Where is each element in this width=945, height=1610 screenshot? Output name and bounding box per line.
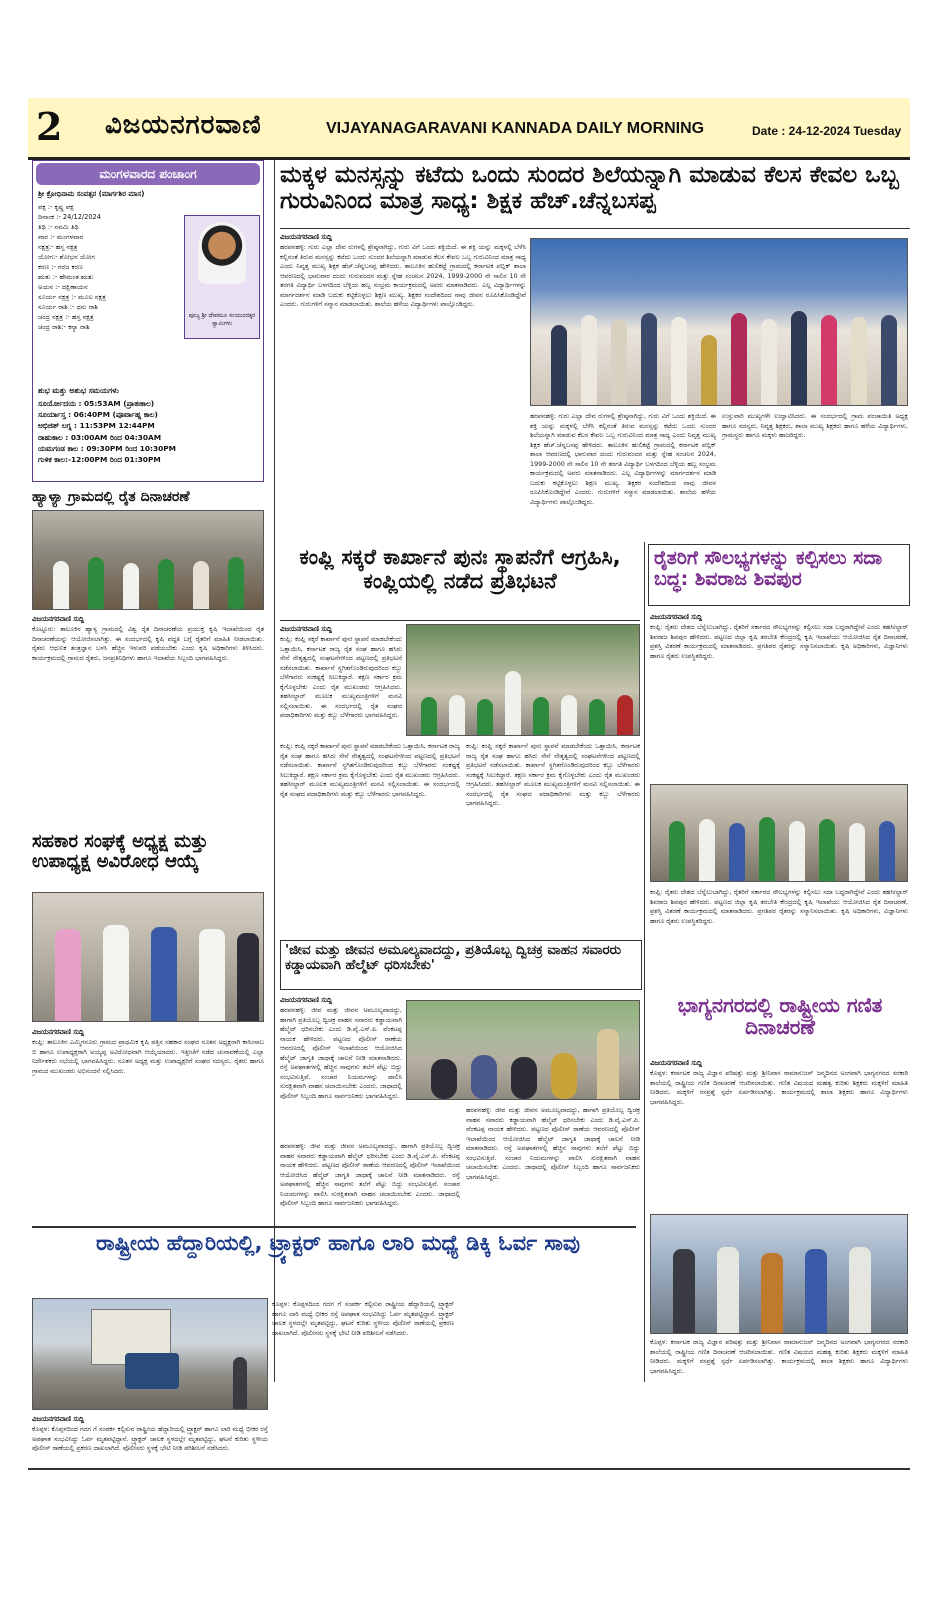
divider xyxy=(32,1226,636,1228)
story-right1-body-cont: ಕಂಪ್ಲಿ: ರೈತರು ದೇಶದ ಬೆನ್ನೆಲುಬಾಗಿದ್ದು, ರೈತರಿಗೆ ಸರ್ಕಾರದ ಸೌಲಭ್ಯಗಳನ್ನು ಕಲ್ಪಿಸಲು ಸದಾ ಬದ್ಧರಾಗಿದ್ದೇವೆ ಎಂದು ತಹಸೀಲ್ದಾರ್ ಶಿವರಾಜ ಶಿವಪುರ ಹೇಳಿದರು. ಪಟ್ಟಣದ ಜಿಲ್ಲಾ ಕೃಷಿ ತರಬೇತಿ ಕೇಂದ್ರದಲ್ಲಿ ಕೃಷಿ ಇಲಾಖೆಯು ಆಯೋಜಿಸಿದ ರೈತ ದಿನಾಚರಣೆ, ಪ್ರಶಸ್ತಿ ವಿತರಣೆ ಕಾರ್ಯಕ್ರಮದಲ್ಲಿ ಮಾತನಾಡಿದರು. ಪ್ರಗತಿಪರ ರೈತರನ್ನು ಸನ್ಮಾನಿಸಲಾಯಿತು. ಕೃಷಿ ಅಧಿಕಾರಿಗಳು, ವಿಜ್ಞಾನಿಗಳು ಹಾಗೂ ರೈತರು ಉಪಸ್ಥಿತರಿದ್ದರು. xyxy=(650,888,908,925)
panchanga-row: ಕರಣ :- ಗರಜ ಕರಣ xyxy=(38,263,83,271)
issue-date: Date : 24-12-2024 Tuesday xyxy=(752,124,902,138)
priest-caption: ಪೂಜ್ಯ ಶ್ರೀ ದೇವಮೂ ಸಂಯುಂದಕ್ಕರ ಸ್ವಾಮಿಗಳು xyxy=(188,313,256,327)
story-right2-headline: ಭಾಗ್ಯನಗರದಲ್ಲಿ ರಾಷ್ಟ್ರೀಯ ಗಣಿತ ದಿನಾಚರಣೆ xyxy=(677,994,883,1040)
story-right1-headline: ರೈತರಿಗೆ ಸೌಲಭ್ಯಗಳನ್ನು ಕಲ್ಪಿಸಲು ಸದಾ ಬದ್ಧ: ಶಿವರಾಜ ಶಿವಪುರ xyxy=(654,548,883,591)
panchanga-rows xyxy=(38,202,183,332)
story-left2-headline: ಸಹಕಾರ ಸಂಘಕ್ಕೆ ಅಧ್ಯಕ್ಷ ಮತ್ತು ಉಪಾಧ್ಯಕ್ಷ ಅವಿರೋಧ ಆಯ್ಕೆ xyxy=(32,832,209,873)
story-right2-body-cont: ಕೊಪ್ಪಳ: ಕರ್ನಾಟಕ ರಾಜ್ಯ ವಿಜ್ಞಾನ ಪರಿಷತ್ತು ಮತ್ತು ಶ್ರೀನಿವಾಸ ರಾಮಾನುಜನ್ ಜನ್ಮದಿನದ ಅಂಗವಾಗಿ ಭಾಗ್ಯನಗರದ ಸರಕಾರಿ ಶಾಲೆಯಲ್ಲಿ ರಾಷ್ಟ್ರೀಯ ಗಣಿತ ದಿನಾಚರಣೆ ಆಚರಿಸಲಾಯಿತು. ಗಣಿತ ವಿಷಯದ ಮಹತ್ವ ಕುರಿತು ಶಿಕ್ಷಕರು ಮಕ್ಕಳಿಗೆ ಮಾಹಿತಿ ನೀಡಿದರು. ಮಕ್ಕಳಿಗೆ ರಸಪ್ರಶ್ನೆ ಸ್ಪರ್ಧೆ ಏರ್ಪಡಿಸಲಾಗಿತ್ತು. ಕಾರ್ಯಕ್ರಮದಲ್ಲಿ ಶಾಲಾ ಶಿಕ್ಷಕರು ಹಾಗೂ ವಿದ್ಯಾರ್ಥಿಗಳು ಭಾಗವಹಿಸಿದ್ದರು. xyxy=(650,1338,908,1375)
story-bottom-headline: ರಾಷ್ಟ್ರೀಯ ಹೆದ್ದಾರಿಯಲ್ಲಿ, ಟ್ರ್ಯಾಕ್ಟರ್ ಹಾಗೂ ಲಾರಿ ಮಧ್ಯೆ ಡಿಕ್ಕಿ ಓರ್ವ ಸಾವು xyxy=(95,1232,580,1255)
story-left2-photo xyxy=(32,892,264,1022)
panchanga-row: ದಿನಾಂಕ :- 24/12/2024 xyxy=(38,213,101,221)
lead-body: ಹರಪನಹಳ್ಳಿ: ಗುರು ಎಲ್ಲಾ ದೇವ ರುಗಳಲ್ಲಿ ಶ್ರೇಷ್ಠನಾಗಿದ್ದು, ಗುರು ವಿಗೆ ಒಂದು ಶಕ್ತಿಯಿದೆ. ಈ ಶಕ್ತಿ ಯನ್ನು ಮಕ್ಕಳಲ್ಲಿ ಬೆಳೆಸಿ ಕಲ್ಲಿನಂತೆ ತಿರುವ ಮನಸ್ಸನ್ನು ಕಟೆದು ಒಂದು ಸುಂದರ ಶಿಲೆಯನ್ನಾಗಿ ಮಾಡುವ ಕೆಲಸ ಕೇವಲ ಒಬ್ಬ ಗುರುವಿನಿಂದ ಮಾತ್ರ ಸಾಧ್ಯ ಎಂದು ನಿವೃತ್ತ ಮುಖ್ಯ ಶಿಕ್ಷಕ ಹೆಚ್.ಚೆನ್ನಬಸಪ್ಪ ಹೇಳಿದರು. ತಾಲೂಕಿನ ಹುಲಿಕಟ್ಟೆ ಗ್ರಾಮದಲ್ಲಿ ಕರ್ನಾಟಕ ಪಬ್ಲಿಕ್ ಶಾಲಾ ಆವರಣದಲ್ಲಿ ಭಾನುವಾರ ದಂದು ಗುರುವಂದನ ಮತ್ತು ಸ್ನೇಹ ಸಂಚಲನ 2024, 1999-2000 ನೇ ಸಾಲಿನ 10 ನೇ ತರಗತಿ ವಿದ್ಯಾರ್ಥಿ ಬಳಗದಿಂದ ಬೆಳ್ಳಿಯ ಹಬ್ಬ ಸಂಭ್ರಮ ಕಾರ್ಯಕ್ರಮದಲ್ಲಿ ಅವರು ಮಾತನಾಡಿದರು. ಎಲ್ಲ ವಿದ್ಯಾರ್ಥಿಗಳನ್ನು ಮಾರ್ಗದರ್ಶನ ಮಾಡಿ ಬದುಕು ಕಟ್ಟಿಕೊಳ್ಳಲು ಶಿಕ್ಷಣ ಮುಖ್ಯ. ಶಿಕ್ಷಕರ ಸಂದೇಶದಿಂದ ನಾವು ಜೀವನ ರೂಪಿಸಿಕೊಂಡಿದ್ದೇವೆ ಎಂದರು. ಗುರುಗಳಿಗೆ ಸನ್ಮಾನ ಮಾಡಲಾಯಿತು. ಶಾಲೆಯ ಹಳೆಯ ವಿದ್ಯಾರ್ಥಿಗಳು ಪಾಲ್ಗೊಂಡಿದ್ದರು. xyxy=(280,243,526,308)
story-bottom-body-b: ಕೊಪ್ಪಳ: ಕೊಪ್ಪಳದಿಂದ ಗದಗ ಗೆ ಸಂಪರ್ಕ ಕಲ್ಪಿಸುವ ರಾಷ್ಟ್ರೀಯ ಹೆದ್ದಾರಿಯಲ್ಲಿ ಟ್ರ್ಯಾಕ್ಟರ್ ಹಾಗೂ ಲಾರಿ ಮಧ್ಯೆ ಭೀಕರ ರಸ್ತೆ ಅಪಘಾತ ಸಂಭವಿಸಿದ್ದು ಓರ್ವ ಮೃತಪಟ್ಟಿದ್ದಾನೆ. ಟ್ರ್ಯಾಕ್ಟರ್ ಚಾಲಕ ಸ್ಥಳದಲ್ಲೇ ಮೃತಪಟ್ಟಿದ್ದು, ಘಟನೆ ಕುರಿತು ಸ್ಥಳೀಯ ಪೊಲೀಸ್ ಠಾಣೆಯಲ್ಲಿ ಪ್ರಕರಣ ದಾಖಲಾಗಿದೆ. ಪೊಲೀಸರು ಸ್ಥಳಕ್ಕೆ ಭೇಟಿ ನೀಡಿ ಪರಿಶೀಲನೆ ನಡೆಸಿದರು. xyxy=(272,1300,454,1337)
story-left2-body: ಕಂಪ್ಲಿ: ತಾಲೂಕಿನ ಎಮ್ಮಿಗನೂರು ಗ್ರಾಮದ ಪ್ರಾಥಮಿಕ ಕೃಷಿ ಪತ್ತಿನ ಸಹಕಾರ ಸಂಘದ ನೂತನ ಅಧ್ಯಕ್ಷರಾಗಿ ಕಾಸಿಂಸಾಬ ಬಿ ಹಾಗೂ ಉಪಾಧ್ಯಕ್ಷರಾಗಿ ಅಯ್ಯಪ್ಪ ಅವಿರೋಧವಾಗಿ ಆಯ್ಕೆಯಾದರು. ಇತ್ತೀಚೆಗೆ ನಡೆದ ಚುನಾವಣೆಯಲ್ಲಿ ಎಲ್ಲಾ ನಿರ್ದೇಶಕರು ಸಭೆಯಲ್ಲಿ ಭಾಗವಹಿಸಿದ್ದರು. ನೂತನ ಅಧ್ಯಕ್ಷ ಮತ್ತು ಉಪಾಧ್ಯಕ್ಷರಿಗೆ ಸಂಘದ ಸದಸ್ಯರು, ರೈತರು ಹಾಗೂ ಗ್ರಾಮದ ಮುಖಂಡರು ಅಭಿನಂದನೆ ಸಲ್ಲಿಸಿದರು. xyxy=(32,1038,264,1075)
story-helmet-byline: ವಿಜಯನಗರವಾಣಿ ಸುದ್ದಿ xyxy=(280,996,333,1004)
story-left1-byline: ವಿಜಯನಗರವಾಣಿ ಸುದ್ದಿ xyxy=(32,615,85,623)
page-bottom-rule xyxy=(28,1468,910,1470)
panchanga-row: ನಕ್ಷತ್ರ:- ಹಸ್ತ ನಕ್ಷತ್ರ xyxy=(38,243,78,251)
story-bottom-body-a: ಕೊಪ್ಪಳ: ಕೊಪ್ಪಳದಿಂದ ಗದಗ ಗೆ ಸಂಪರ್ಕ ಕಲ್ಪಿಸುವ ರಾಷ್ಟ್ರೀಯ ಹೆದ್ದಾರಿಯಲ್ಲಿ ಟ್ರ್ಯಾಕ್ಟರ್ ಹಾಗೂ ಲಾರಿ ಮಧ್ಯೆ ಭೀಕರ ರಸ್ತೆ ಅಪಘಾತ ಸಂಭವಿಸಿದ್ದು ಓರ್ವ ಮೃತಪಟ್ಟಿದ್ದಾನೆ. ಟ್ರ್ಯಾಕ್ಟರ್ ಚಾಲಕ ಸ್ಥಳದಲ್ಲೇ ಮೃತಪಟ್ಟಿದ್ದು, ಘಟನೆ ಕುರಿತು ಸ್ಥಳೀಯ ಪೊಲೀಸ್ ಠಾಣೆಯಲ್ಲಿ ಪ್ರಕರಣ ದಾಖಲಾಗಿದೆ. ಪೊಲೀಸರು ಸ್ಥಳಕ್ಕೆ ಭೇಟಿ ನೀಡಿ ಪರಿಶೀಲನೆ ನಡೆಸಿದರು. xyxy=(32,1425,268,1452)
story-bottom-photo xyxy=(32,1298,268,1410)
story-left1-headline: ಹ್ಯಾಳ್ಯಾ ಗ್ರಾಮದಲ್ಲಿ ರೈತ ದಿನಾಚರಣೆ xyxy=(32,490,190,505)
panchanga-row: ತಿಥಿ :- ನವಮಿ ತಿಥಿ xyxy=(38,223,79,231)
divider xyxy=(280,228,910,229)
story-right2-body: ಕೊಪ್ಪಳ: ಕರ್ನಾಟಕ ರಾಜ್ಯ ವಿಜ್ಞಾನ ಪರಿಷತ್ತು ಮತ್ತು ಶ್ರೀನಿವಾಸ ರಾಮಾನುಜನ್ ಜನ್ಮದಿನದ ಅಂಗವಾಗಿ ಭಾಗ್ಯನಗರದ ಸರಕಾರಿ ಶಾಲೆಯಲ್ಲಿ ರಾಷ್ಟ್ರೀಯ ಗಣಿತ ದಿನಾಚರಣೆ ಆಚರಿಸಲಾಯಿತು. ಗಣಿತ ವಿಷಯದ ಮಹತ್ವ ಕುರಿತು ಶಿಕ್ಷಕರು ಮಕ್ಕಳಿಗೆ ಮಾಹಿತಿ ನೀಡಿದರು. ಮಕ್ಕಳಿಗೆ ರಸಪ್ರಶ್ನೆ ಸ್ಪರ್ಧೆ ಏರ್ಪಡಿಸಲಾಗಿತ್ತು. ಕಾರ್ಯಕ್ರಮದಲ್ಲಿ ಶಾಲಾ ಶಿಕ್ಷಕರು ಹಾಗೂ ವಿದ್ಯಾರ್ಥಿಗಳು ಭಾಗವಹಿಸಿದ್ದರು. xyxy=(650,1069,908,1106)
lead-body-right: ಉಸ್ತುವಾರಿ ಮುಖ್ಯಗಳೇ ಉದ್ಘಾಟಿಸಿದರು. ಈ ಸಂದರ್ಭದಲ್ಲಿ ಗ್ರಾಮ ಪಂಚಾಯಿತಿ ಅಧ್ಯಕ್ಷ ಹಾಗೂ ಸದಸ್ಯರು, ನಿವೃತ್ತ ಶಿಕ್ಷಕರು, ಶಾಲಾ ಮುಖ್ಯ ಶಿಕ್ಷಕರು ಹಾಗೂ ಹಳೆಯ ವಿದ್ಯಾರ್ಥಿಗಳು, ಗ್ರಾಮಸ್ಥರು ಹಾಗೂ ಮಕ್ಕಳು ಹಾಜರಿದ್ದರು. xyxy=(722,412,908,439)
story-helmet-headline: 'ಜೀವ ಮತ್ತು ಜೀವನ ಅಮೂಲ್ಯವಾದದ್ದು, ಪ್ರತಿಯೊಬ್ಬ ದ್ವಿಚಕ್ರ ವಾಹನ ಸವಾರರು ಕಡ್ಡಾಯವಾಗಿ ಹೆಲ್ಮೆಟ್ ಧರಿಸಬೇಕು' xyxy=(285,943,621,973)
priest-portrait xyxy=(198,222,246,284)
story-right2-byline: ವಿಜಯನಗರವಾಣಿ ಸುದ್ದಿ xyxy=(650,1059,703,1067)
story-helmet-body-a: ಹರಪನಹಳ್ಳಿ: ಜೀವ ಮತ್ತು ಜೀವನ ಅಮೂಲ್ಯವಾದದ್ದು, ಹಾಗಾಗಿ ಪ್ರತಿಯೊಬ್ಬ ದ್ವಿಚಕ್ರ ವಾಹನ ಸವಾರರು ಕಡ್ಡಾಯವಾಗಿ ಹೆಲ್ಮೆಟ್ ಧರಿಸಬೇಕು ಎಂದು ಡಿ.ವೈ.ಎಸ್.ಪಿ. ವೆಂಕಟಪ್ಪ ನಾಯಕ ಹೇಳಿದರು. ಪಟ್ಟಣದ ಪೊಲೀಸ್ ಠಾಣೆಯ ಆವರಣದಲ್ಲಿ ಪೊಲೀಸ್ ಇಲಾಖೆಯಿಂದ ಆಯೋಜಿಸಿದ ಹೆಲ್ಮೆಟ್ ಜಾಗೃತಿ ಜಾಥಾಕ್ಕೆ ಚಾಲನೆ ನೀಡಿ ಮಾತನಾಡಿದರು. ರಸ್ತೆ ಅಪಘಾತಗಳಲ್ಲಿ ಹೆಚ್ಚಿನ ಸಾವುಗಳು ತಲೆಗೆ ಪೆಟ್ಟು ಬಿದ್ದು ಸಂಭವಿಸುತ್ತಿವೆ. ಸಂಚಾರ ನಿಯಮಗಳನ್ನು ಪಾಲಿಸಿ ಸುರಕ್ಷಿತವಾಗಿ ವಾಹನ ಚಲಾಯಿಸಬೇಕು ಎಂದರು. ಜಾಥಾದಲ್ಲಿ ಪೊಲೀಸ್ ಸಿಬ್ಬಂದಿ ಹಾಗೂ ಸಾರ್ವಜನಿಕರು ಭಾಗವಹಿಸಿದ್ದರು. xyxy=(280,1006,402,1100)
story-left2-byline: ವಿಜಯನಗರವಾಣಿ ಸುದ್ದಿ xyxy=(32,1028,85,1036)
masthead-title-kannada: ವಿಜಯನಗರವಾಣಿ xyxy=(105,110,262,140)
story-mid-photo xyxy=(406,624,640,736)
story-left1-photo xyxy=(32,510,264,610)
time-row: ರಾಹುಕಾಲ : 03:00AM ರಿಂದ 04:30AM xyxy=(38,432,162,442)
story-helmet-body-c: ಹರಪನಹಳ್ಳಿ: ಜೀವ ಮತ್ತು ಜೀವನ ಅಮೂಲ್ಯವಾದದ್ದು, ಹಾಗಾಗಿ ಪ್ರತಿಯೊಬ್ಬ ದ್ವಿಚಕ್ರ ವಾಹನ ಸವಾರರು ಕಡ್ಡಾಯವಾಗಿ ಹೆಲ್ಮೆಟ್ ಧರಿಸಬೇಕು ಎಂದು ಡಿ.ವೈ.ಎಸ್.ಪಿ. ವೆಂಕಟಪ್ಪ ನಾಯಕ ಹೇಳಿದರು. ಪಟ್ಟಣದ ಪೊಲೀಸ್ ಠಾಣೆಯ ಆವರಣದಲ್ಲಿ ಪೊಲೀಸ್ ಇಲಾಖೆಯಿಂದ ಆಯೋಜಿಸಿದ ಹೆಲ್ಮೆಟ್ ಜಾಗೃತಿ ಜಾಥಾಕ್ಕೆ ಚಾಲನೆ ನೀಡಿ ಮಾತನಾಡಿದರು. ರಸ್ತೆ ಅಪಘಾತಗಳಲ್ಲಿ ಹೆಚ್ಚಿನ ಸಾವುಗಳು ತಲೆಗೆ ಪೆಟ್ಟು ಬಿದ್ದು ಸಂಭವಿಸುತ್ತಿವೆ. ಸಂಚಾರ ನಿಯಮಗಳನ್ನು ಪಾಲಿಸಿ ಸುರಕ್ಷಿತವಾಗಿ ವಾಹನ ಚಲಾಯಿಸಬೇಕು ಎಂದರು. ಜಾಥಾದಲ್ಲಿ ಪೊಲೀಸ್ ಸಿಬ್ಬಂದಿ ಹಾಗೂ ಸಾರ್ವಜನಿಕರು ಭಾಗವಹಿಸಿದ್ದರು. xyxy=(466,1106,640,1181)
story-left1-body: ಕೊಟ್ಟೂರು: ತಾಲೂಕಿನ ಹ್ಯಾಳ್ಯ ಗ್ರಾಮದಲ್ಲಿ ವಿಶ್ವ ರೈತ ದಿನಾಚರಣೆಯ ಪ್ರಯುಕ್ತ ಕೃಷಿ ಇಲಾಖೆಯಿಂದ ರೈತ ದಿನಾಚರಣೆಯನ್ನು ಆಯೋಜಿಸಲಾಗಿತ್ತು. ಈ ಸಂದರ್ಭದಲ್ಲಿ ಕೃಷಿ ಪದ್ಧತಿ ಬಗ್ಗೆ ರೈತರಿಗೆ ಮಾಹಿತಿ ನೀಡಲಾಯಿತು. ರೈತರು ಆಧುನಿಕ ತಂತ್ರಜ್ಞಾನ ಬಳಸಿ ಹೆಚ್ಚಿನ ಇಳುವರಿ ಪಡೆಯಬೇಕು ಎಂದು ಕೃಷಿ ಅಧಿಕಾರಿಗಳು ತಿಳಿಸಿದರು. ಕಾರ್ಯಕ್ರಮದಲ್ಲಿ ಗ್ರಾಮದ ರೈತರು, ಜನಪ್ರತಿನಿಧಿಗಳು ಹಾಗೂ ಇಲಾಖೆಯ ಸಿಬ್ಬಂದಿ ಭಾಗವಹಿಸಿದ್ದರು. xyxy=(32,625,264,662)
time-row: ಯಮಗಂಡ ಕಾಲ : 09:30PM ರಿಂದ 10:30PM xyxy=(38,443,177,453)
story-bottom-byline: ವಿಜಯನಗರವಾಣಿ ಸುದ್ದಿ xyxy=(32,1415,85,1423)
time-row: ಅಭಿಜಿತ್ ಲಗ್ನ : 11:53PM 12:44PM xyxy=(38,421,155,431)
panchanga-year: ಶ್ರೀ ಕ್ರೋಧಿನಾಮ ಸಂವತ್ಸರ (ಮಾರ್ಗಶಿರ ಮಾಸ) xyxy=(38,190,145,198)
story-mid-body-b: ಕಂಪ್ಲಿ: ಕಂಪ್ಲಿ ಸಕ್ಕರೆ ಕಾರ್ಖಾನೆ ಪುನಃ ಸ್ಥಾಪನೆ ಮಾಡಬೇಕೆಂದು ಒತ್ತಾಯಿಸಿ, ಕರ್ನಾಟಕ ರಾಜ್ಯ ರೈತ ಸಂಘ ಹಾಗೂ ಹಸಿರು ಸೇನೆ ನೇತೃತ್ವದಲ್ಲಿ ಸಂಘಟನೆಗಳಿಂದ ಪಟ್ಟಣದಲ್ಲಿ ಪ್ರತಿಭಟನೆ ನಡೆಸಲಾಯಿತು. ಕಾರ್ಖಾನೆ ಸ್ಥಗಿತಗೊಂಡಿರುವುದರಿಂದ ಕಬ್ಬು ಬೆಳೆಗಾರರು ಸಂಕಷ್ಟಕ್ಕೆ ಸಿಲುಕಿದ್ದಾರೆ. ತಕ್ಷಣ ಸರ್ಕಾರ ಕ್ರಮ ಕೈಗೊಳ್ಳಬೇಕು ಎಂದು ರೈತ ಮುಖಂಡರು ಆಗ್ರಹಿಸಿದರು. ತಹಸೀಲ್ದಾರ್ ಮೂಲಕ ಮುಖ್ಯಮಂತ್ರಿಗಳಿಗೆ ಮನವಿ ಸಲ್ಲಿಸಲಾಯಿತು. ಈ ಸಂದರ್ಭದಲ್ಲಿ ರೈತ ಸಂಘದ ಪದಾಧಿಕಾರಿಗಳು ಮತ್ತು ಕಬ್ಬು ಬೆಳೆಗಾರರು ಭಾಗವಹಿಸಿದ್ದರು. xyxy=(280,742,460,798)
lead-photo xyxy=(530,238,908,406)
panchanga-times xyxy=(38,398,260,465)
story-mid-body-c: ಕಂಪ್ಲಿ: ಕಂಪ್ಲಿ ಸಕ್ಕರೆ ಕಾರ್ಖಾನೆ ಪುನಃ ಸ್ಥಾಪನೆ ಮಾಡಬೇಕೆಂದು ಒತ್ತಾಯಿಸಿ, ಕರ್ನಾಟಕ ರಾಜ್ಯ ರೈತ ಸಂಘ ಹಾಗೂ ಹಸಿರು ಸೇನೆ ನೇತೃತ್ವದಲ್ಲಿ ಸಂಘಟನೆಗಳಿಂದ ಪಟ್ಟಣದಲ್ಲಿ ಪ್ರತಿಭಟನೆ ನಡೆಸಲಾಯಿತು. ಕಾರ್ಖಾನೆ ಸ್ಥಗಿತಗೊಂಡಿರುವುದರಿಂದ ಕಬ್ಬು ಬೆಳೆಗಾರರು ಸಂಕಷ್ಟಕ್ಕೆ ಸಿಲುಕಿದ್ದಾರೆ. ತಕ್ಷಣ ಸರ್ಕಾರ ಕ್ರಮ ಕೈಗೊಳ್ಳಬೇಕು ಎಂದು ರೈತ ಮುಖಂಡರು ಆಗ್ರಹಿಸಿದರು. ತಹಸೀಲ್ದಾರ್ ಮೂಲಕ ಮುಖ್ಯಮಂತ್ರಿಗಳಿಗೆ ಮನವಿ ಸಲ್ಲಿಸಲಾಯಿತು. ಈ ಸಂದರ್ಭದಲ್ಲಿ ರೈತ ಸಂಘದ ಪದಾಧಿಕಾರಿಗಳು ಮತ್ತು ಕಬ್ಬು ಬೆಳೆಗಾರರು ಭಾಗವಹಿಸಿದ್ದರು. xyxy=(466,742,640,807)
story-mid-body-a: ಕಂಪ್ಲಿ: ಕಂಪ್ಲಿ ಸಕ್ಕರೆ ಕಾರ್ಖಾನೆ ಪುನಃ ಸ್ಥಾಪನೆ ಮಾಡಬೇಕೆಂದು ಒತ್ತಾಯಿಸಿ, ಕರ್ನಾಟಕ ರಾಜ್ಯ ರೈತ ಸಂಘ ಹಾಗೂ ಹಸಿರು ಸೇನೆ ನೇತೃತ್ವದಲ್ಲಿ ಸಂಘಟನೆಗಳಿಂದ ಪಟ್ಟಣದಲ್ಲಿ ಪ್ರತಿಭಟನೆ ನಡೆಸಲಾಯಿತು. ಕಾರ್ಖಾನೆ ಸ್ಥಗಿತಗೊಂಡಿರುವುದರಿಂದ ಕಬ್ಬು ಬೆಳೆಗಾರರು ಸಂಕಷ್ಟಕ್ಕೆ ಸಿಲುಕಿದ್ದಾರೆ. ತಕ್ಷಣ ಸರ್ಕಾರ ಕ್ರಮ ಕೈಗೊಳ್ಳಬೇಕು ಎಂದು ರೈತ ಮುಖಂಡರು ಆಗ್ರಹಿಸಿದರು. ತಹಸೀಲ್ದಾರ್ ಮೂಲಕ ಮುಖ್ಯಮಂತ್ರಿಗಳಿಗೆ ಮನವಿ ಸಲ್ಲಿಸಲಾಯಿತು. ಈ ಸಂದರ್ಭದಲ್ಲಿ ರೈತ ಸಂಘದ ಪದಾಧಿಕಾರಿಗಳು ಮತ್ತು ಕಬ್ಬು ಬೆಳೆಗಾರರು ಭಾಗವಹಿಸಿದ್ದರು. xyxy=(280,635,402,719)
story-helmet-photo xyxy=(406,1000,640,1100)
lead-body-cont: ಹರಪನಹಳ್ಳಿ: ಗುರು ಎಲ್ಲಾ ದೇವ ರುಗಳಲ್ಲಿ ಶ್ರೇಷ್ಠನಾಗಿದ್ದು, ಗುರು ವಿಗೆ ಒಂದು ಶಕ್ತಿಯಿದೆ. ಈ ಶಕ್ತಿ ಯನ್ನು ಮಕ್ಕಳಲ್ಲಿ ಬೆಳೆಸಿ ಕಲ್ಲಿನಂತೆ ತಿರುವ ಮನಸ್ಸನ್ನು ಕಟೆದು ಒಂದು ಸುಂದರ ಶಿಲೆಯನ್ನಾಗಿ ಮಾಡುವ ಕೆಲಸ ಕೇವಲ ಒಬ್ಬ ಗುರುವಿನಿಂದ ಮಾತ್ರ ಸಾಧ್ಯ ಎಂದು ನಿವೃತ್ತ ಮುಖ್ಯ ಶಿಕ್ಷಕ ಹೆಚ್.ಚೆನ್ನಬಸಪ್ಪ ಹೇಳಿದರು. ತಾಲೂಕಿನ ಹುಲಿಕಟ್ಟೆ ಗ್ರಾಮದಲ್ಲಿ ಕರ್ನಾಟಕ ಪಬ್ಲಿಕ್ ಶಾಲಾ ಆವರಣದಲ್ಲಿ ಭಾನುವಾರ ದಂದು ಗುರುವಂದನ ಮತ್ತು ಸ್ನೇಹ ಸಂಚಲನ 2024, 1999-2000 ನೇ ಸಾಲಿನ 10 ನೇ ತರಗತಿ ವಿದ್ಯಾರ್ಥಿ ಬಳಗದಿಂದ ಬೆಳ್ಳಿಯ ಹಬ್ಬ ಸಂಭ್ರಮ ಕಾರ್ಯಕ್ರಮದಲ್ಲಿ ಅವರು ಮಾತನಾಡಿದರು. ಎಲ್ಲ ವಿದ್ಯಾರ್ಥಿಗಳನ್ನು ಮಾರ್ಗದರ್ಶನ ಮಾಡಿ ಬದುಕು ಕಟ್ಟಿಕೊಳ್ಳಲು ಶಿಕ್ಷಣ ಮುಖ್ಯ. ಶಿಕ್ಷಕರ ಸಂದೇಶದಿಂದ ನಾವು ಜೀವನ ರೂಪಿಸಿಕೊಂಡಿದ್ದೇವೆ ಎಂದರು. ಗುರುಗಳಿಗೆ ಸನ್ಮಾನ ಮಾಡಲಾಯಿತು. ಶಾಲೆಯ ಹಳೆಯ ವಿದ್ಯಾರ್ಥಿಗಳು ಪಾಲ್ಗೊಂಡಿದ್ದರು. xyxy=(530,412,716,506)
masthead-title-english: VIJAYANAGARAVANI KANNADA DAILY MORNING xyxy=(326,120,705,137)
panchanga-title: ಮಂಗಳವಾರದ ಪಂಚಾಂಗ xyxy=(36,163,260,185)
time-row: ಸೂರ್ಯಾಸ್ತ : 06:40PM (ಪೂರ್ವಾಹ್ನ ಕಾಲ) xyxy=(38,410,158,420)
story-right1-byline: ವಿಜಯನಗರವಾಣಿ ಸುದ್ದಿ xyxy=(650,613,703,621)
story-right1-body: ಕಂಪ್ಲಿ: ರೈತರು ದೇಶದ ಬೆನ್ನೆಲುಬಾಗಿದ್ದು, ರೈತರಿಗೆ ಸರ್ಕಾರದ ಸೌಲಭ್ಯಗಳನ್ನು ಕಲ್ಪಿಸಲು ಸದಾ ಬದ್ಧರಾಗಿದ್ದೇವೆ ಎಂದು ತಹಸೀಲ್ದಾರ್ ಶಿವರಾಜ ಶಿವಪುರ ಹೇಳಿದರು. ಪಟ್ಟಣದ ಜಿಲ್ಲಾ ಕೃಷಿ ತರಬೇತಿ ಕೇಂದ್ರದಲ್ಲಿ ಕೃಷಿ ಇಲಾಖೆಯು ಆಯೋಜಿಸಿದ ರೈತ ದಿನಾಚರಣೆ, ಪ್ರಶಸ್ತಿ ವಿತರಣೆ ಕಾರ್ಯಕ್ರಮದಲ್ಲಿ ಮಾತನಾಡಿದರು. ಪ್ರಗತಿಪರ ರೈತರನ್ನು ಸನ್ಮಾನಿಸಲಾಯಿತು. ಕೃಷಿ ಅಧಿಕಾರಿಗಳು, ವಿಜ್ಞಾನಿಗಳು ಹಾಗೂ ರೈತರು ಉಪಸ್ಥಿತರಿದ್ದರು. xyxy=(650,623,908,660)
lead-headline: ಮಕ್ಕಳ ಮನಸ್ಸನ್ನು ಕಟೆದು ಒಂದು ಸುಂದರ ಶಿಲೆಯನ್ನಾಗಿ ಮಾಡುವ ಕೆಲಸ ಕೇವಲ ಒಬ್ಬ ಗುರುವಿನಿಂದ ಮಾತ್ರ ಸಾಧ್ಯ: ಶಿಕ್ಷಕ ಹೆಚ್.ಚೆನ್ನಬಸಪ್ಪ xyxy=(280,163,899,214)
time-row: ಗುಳಿಕ ಕಾಲ:-12:00PM ರಿಂದ 01:30PM xyxy=(38,455,161,465)
story-mid-byline: ವಿಜಯನಗರವಾಣಿ ಸುದ್ದಿ xyxy=(280,625,333,633)
panchanga-row: ಪಕ್ಷ :- ಕೃಷ್ಣ ಪಕ್ಷ xyxy=(38,203,74,211)
panchanga-row: ವಾರ :- ಮಂಗಳವಾರ xyxy=(38,233,84,241)
panchanga-row: ಅಯನ :- ದಕ್ಷಿಣಾಯನ xyxy=(38,283,88,291)
divider xyxy=(280,620,640,621)
story-mid-headline: ಕಂಪ್ಲಿ ಸಕ್ಕರೆ ಕಾರ್ಖಾನೆ ಪುನಃ ಸ್ಥಾಪನೆಗೆ ಆಗ್ರಹಿಸಿ, ಕಂಪ್ಲಿಯಲ್ಲಿ ನಡೆದ ಪ್ರತಿಭಟನೆ xyxy=(299,546,621,593)
lead-byline: ವಿಜಯನಗರವಾಣಿ ಸುದ್ದಿ xyxy=(280,233,333,241)
story-helmet-body-b: ಹರಪನಹಳ್ಳಿ: ಜೀವ ಮತ್ತು ಜೀವನ ಅಮೂಲ್ಯವಾದದ್ದು, ಹಾಗಾಗಿ ಪ್ರತಿಯೊಬ್ಬ ದ್ವಿಚಕ್ರ ವಾಹನ ಸವಾರರು ಕಡ್ಡಾಯವಾಗಿ ಹೆಲ್ಮೆಟ್ ಧರಿಸಬೇಕು ಎಂದು ಡಿ.ವೈ.ಎಸ್.ಪಿ. ವೆಂಕಟಪ್ಪ ನಾಯಕ ಹೇಳಿದರು. ಪಟ್ಟಣದ ಪೊಲೀಸ್ ಠಾಣೆಯ ಆವರಣದಲ್ಲಿ ಪೊಲೀಸ್ ಇಲಾಖೆಯಿಂದ ಆಯೋಜಿಸಿದ ಹೆಲ್ಮೆಟ್ ಜಾಗೃತಿ ಜಾಥಾಕ್ಕೆ ಚಾಲನೆ ನೀಡಿ ಮಾತನಾಡಿದರು. ರಸ್ತೆ ಅಪಘಾತಗಳಲ್ಲಿ ಹೆಚ್ಚಿನ ಸಾವುಗಳು ತಲೆಗೆ ಪೆಟ್ಟು ಬಿದ್ದು ಸಂಭವಿಸುತ್ತಿವೆ. ಸಂಚಾರ ನಿಯಮಗಳನ್ನು ಪಾಲಿಸಿ ಸುರಕ್ಷಿತವಾಗಿ ವಾಹನ ಚಲಾಯಿಸಬೇಕು ಎಂದರು. ಜಾಥಾದಲ್ಲಿ ಪೊಲೀಸ್ ಸಿಬ್ಬಂದಿ ಹಾಗೂ ಸಾರ್ವಜನಿಕರು ಭಾಗವಹಿಸಿದ್ದರು. xyxy=(280,1142,460,1207)
story-right1-photo xyxy=(650,784,908,882)
panchanga-row: ಚಂದ್ರ ರಾಶಿ:- ಕನ್ಯಾ ರಾಶಿ xyxy=(38,323,90,331)
column-rule xyxy=(644,542,645,1382)
panchanga-row: ಸೂರ್ಯ ರಾಶಿ :- ಧನು ರಾಶಿ xyxy=(38,303,99,311)
panchanga-row: ಚಂದ್ರ ನಕ್ಷತ್ರ :- ಹಸ್ತ ನಕ್ಷತ್ರ xyxy=(38,313,94,321)
times-heading: ಶುಭ ಮತ್ತು ಅಶುಭ ಸಮಯಗಳು xyxy=(38,386,119,395)
panchanga-row: ಯೋಗ:- ಶೋಭನ ಯೋಗ xyxy=(38,253,95,261)
column-rule xyxy=(274,160,275,1382)
story-right2-photo xyxy=(650,1214,908,1334)
panchanga-row: ಸೂರ್ಯ ನಕ್ಷತ್ರ :- ಮೂಲ ನಕ್ಷತ್ರ xyxy=(38,293,106,301)
page-number: 2 xyxy=(36,104,63,149)
time-row: ಸೂರ್ಯೋದಯ : 05:53AM (ಪ್ರಾತಃಕಾಲ) xyxy=(38,399,155,408)
panchanga-row: ಋತು :- ಹೇಮಂತ ಋತು xyxy=(38,273,94,281)
